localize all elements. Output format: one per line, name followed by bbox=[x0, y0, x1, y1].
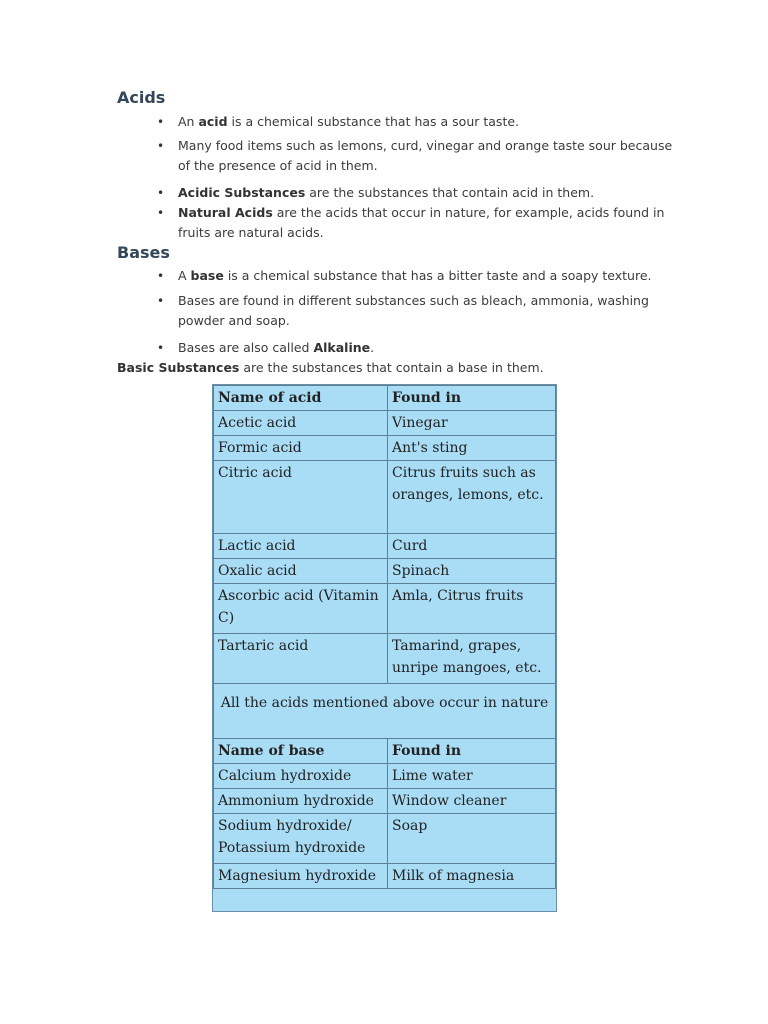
table-cell: Formic acid bbox=[214, 436, 388, 461]
acids-list bbox=[117, 112, 677, 243]
table-cell: Tartaric acid bbox=[214, 634, 388, 684]
table-cell: Ant's sting bbox=[388, 436, 556, 461]
table-row bbox=[214, 864, 556, 889]
table-row bbox=[214, 634, 556, 684]
table-cell: Magnesium hydroxide bbox=[214, 864, 388, 889]
table-row bbox=[214, 411, 556, 436]
header-cell: Name of base bbox=[214, 739, 388, 764]
table-cell: Ammonium hydroxide bbox=[214, 789, 388, 814]
acids-bases-table bbox=[213, 385, 556, 889]
table-row bbox=[214, 814, 556, 864]
table-cell: Window cleaner bbox=[388, 789, 556, 814]
header-cell: Name of acid bbox=[214, 386, 388, 411]
table-cell: Calcium hydroxide bbox=[214, 764, 388, 789]
table-header-row bbox=[214, 739, 556, 764]
bases-heading: Bases bbox=[117, 243, 170, 262]
list-item: • A base is a chemical substance that has a bitter taste and a soapy texture. bbox=[117, 266, 677, 286]
table-row bbox=[214, 534, 556, 559]
table-row bbox=[214, 764, 556, 789]
acids-heading: Acids bbox=[117, 88, 166, 107]
table-cell: Acetic acid bbox=[214, 411, 388, 436]
list-item: • Bases are found in different substances such as bleach, ammonia, washing powder and soap. bbox=[117, 291, 677, 331]
table-cell: Lime water bbox=[388, 764, 556, 789]
table-row bbox=[214, 559, 556, 584]
list-item: • An acid is a chemical substance that has a sour taste. bbox=[117, 112, 677, 132]
table-cell: Amla, Citrus fruits bbox=[388, 584, 556, 634]
list-item: • Natural Acids are the acids that occur in nature, for example, acids found in fruits are natural acids. bbox=[117, 203, 677, 243]
table-note: All the acids mentioned above occur in nature bbox=[214, 684, 556, 739]
table-note-row bbox=[214, 684, 556, 739]
list-item: • Bases are also called Alkaline. bbox=[117, 338, 677, 358]
table-cell: Citrus fruits such as oranges, lemons, etc. bbox=[388, 461, 556, 534]
table-cell: Oxalic acid bbox=[214, 559, 388, 584]
acids-bases-table-image bbox=[212, 384, 557, 912]
table-cell: Curd bbox=[388, 534, 556, 559]
table-cell: Vinegar bbox=[388, 411, 556, 436]
table-cell: Spinach bbox=[388, 559, 556, 584]
table-row bbox=[214, 584, 556, 634]
table-cell: Ascorbic acid (Vitamin C) bbox=[214, 584, 388, 634]
basic-substances-text: Basic Substances are the substances that contain a base in them. bbox=[117, 360, 544, 375]
table-row bbox=[214, 436, 556, 461]
list-item: • Acidic Substances are the substances that contain acid in them. bbox=[117, 183, 677, 203]
table-cell: Lactic acid bbox=[214, 534, 388, 559]
table-cell: Citric acid bbox=[214, 461, 388, 534]
table-cell: Tamarind, grapes, unripe mangoes, etc. bbox=[388, 634, 556, 684]
table-row bbox=[214, 461, 556, 534]
list-item: • Many food items such as lemons, curd, vinegar and orange taste sour because of the presence of acid in them. bbox=[117, 136, 677, 176]
header-cell: Found in bbox=[388, 386, 556, 411]
table-row bbox=[214, 789, 556, 814]
bases-list bbox=[117, 266, 677, 358]
table-header-row bbox=[214, 386, 556, 411]
header-cell: Found in bbox=[388, 739, 556, 764]
table-cell: Soap bbox=[388, 814, 556, 864]
table-cell: Sodium hydroxide/ Potassium hydroxide bbox=[214, 814, 388, 864]
table-cell: Milk of magnesia bbox=[388, 864, 556, 889]
